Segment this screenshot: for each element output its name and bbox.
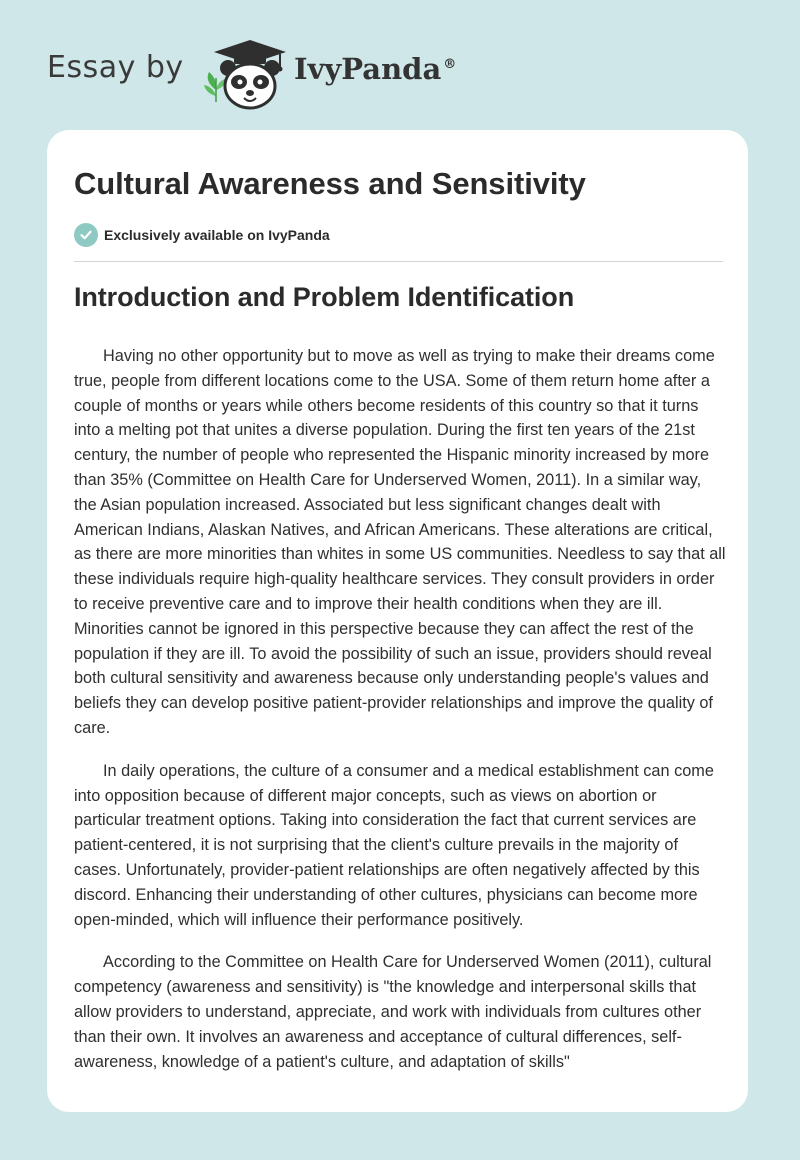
paragraph: In daily operations, the culture of a consumer and a medical establishment can come into opposition because of different major concepts, such as views on abortion or particular treatment options. Taking into consideration the fact that current services are patient-centered, it is not surprising that the client's culture prevails in the majority of cases. Unfortunately, provider-patient relationships are often negatively affected by this discord. Enhancing their understanding of other cultures, physicians can become more open-minded, which will influence their performance positively. (74, 761, 714, 929)
paragraph: According to the Committee on Health Care for Underserved Women (2011), cultural competency (awareness and sensitivity) is "the knowledge and interpersonal skills that allow providers to understand, appreciate, and work with individuals from cultures other than their own. It involves an awareness and acceptance of cultural differences, self-awareness, knowledge of a patient's culture, and adaptation of skills" (74, 953, 712, 1071)
brand-name-text: IvyPanda (294, 52, 442, 86)
exclusive-badge (74, 222, 330, 248)
essay-by-label: Essay by (47, 50, 184, 85)
title-divider (74, 261, 723, 262)
exclusive-badge-text: Exclusively available on IvyPanda (104, 227, 330, 243)
section-heading: Introduction and Problem Identification (74, 282, 575, 312)
check-icon (74, 223, 98, 247)
paragraph: Having no other opportunity but to move as well as trying to make their dreams come true, people from different locations come to the USA. Some of them return home after a couple of months or years while others become residents of this country so that it turns into a melting pot that unites a diverse population. During the first ten years of the 21st century, the number of people who represented the Hispanic minority increased by more than 35% (Committee on Health Care for Underserved Women, 2011). In a similar way, the Asian population increased. Associated but less significant changes dealt with American Indians, Alaskan Natives, and African Americans. These alterations are critical, as there are more minorities than whites in some US communities. Needless to say that all these individuals require high-quality healthcare services. They consult providers in order to receive preventive care and to improve their health conditions when they are ill. Minorities cannot be ignored in this perspective because they can affect the rest of the population if they are ill. To avoid the possibility of such an issue, providers should reveal both cultural sensitivity and awareness because only understanding people's values and beliefs they can develop positive patient-provider relationships and improve the quality of care. (74, 347, 726, 737)
registered-mark: ® (443, 57, 457, 73)
brand-name[interactable] (294, 52, 456, 86)
panda-graduate-icon[interactable] (198, 38, 294, 110)
page-title: Cultural Awareness and Sensitivity (74, 166, 586, 201)
essay-card (47, 130, 748, 1112)
essay-body (74, 344, 726, 1092)
site-header (0, 0, 800, 130)
